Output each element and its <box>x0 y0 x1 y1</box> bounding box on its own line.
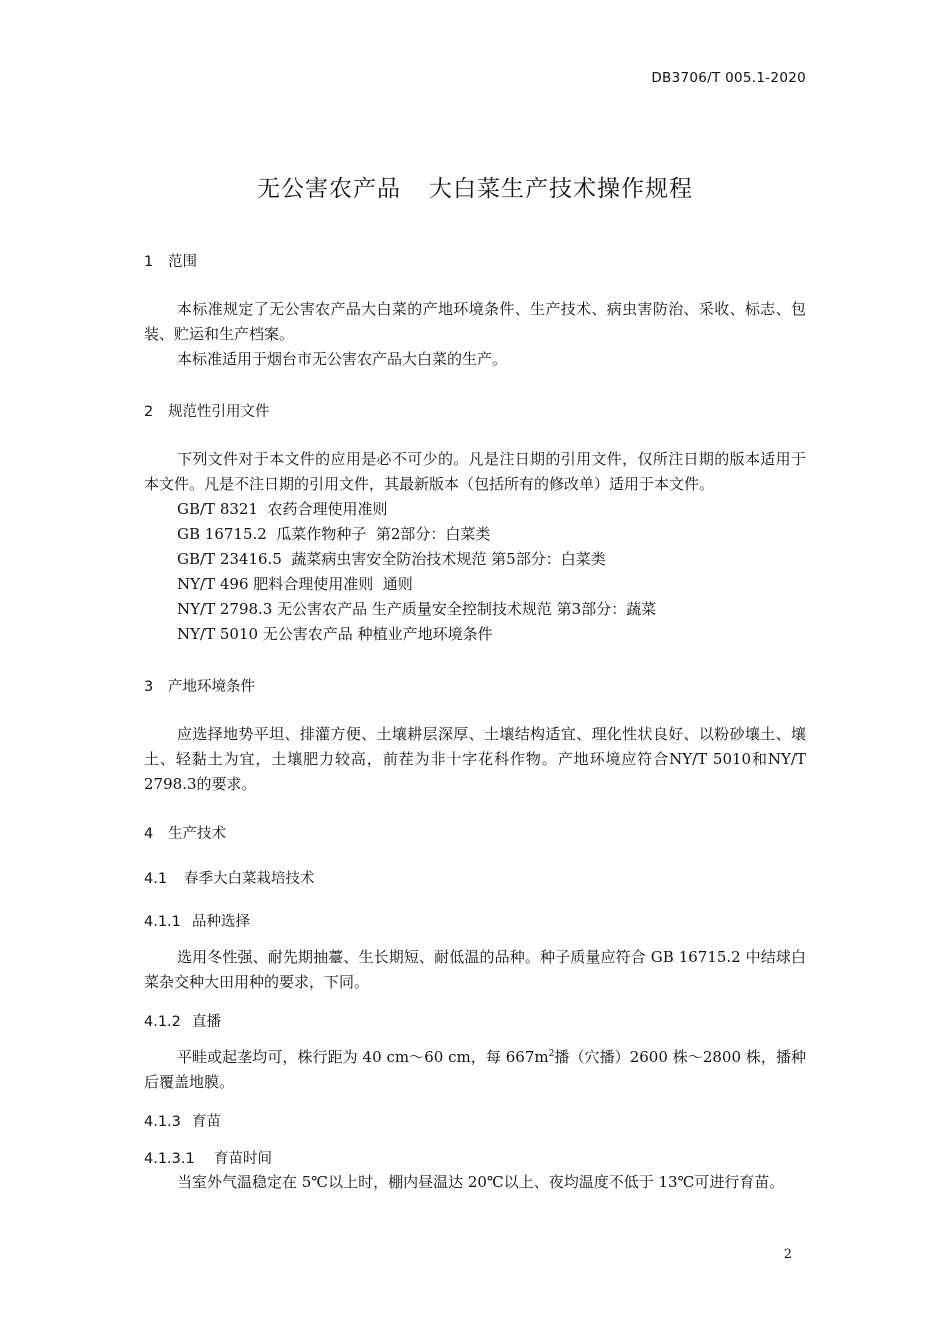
reference-item: NY/T 496 肥料合理使用准则 通则 <box>177 575 413 593</box>
section-title: 直播 <box>192 1014 221 1030</box>
section-number: 2 <box>144 404 154 420</box>
reference-item: GB/T 8321 农药合理使用准则 <box>177 500 388 518</box>
title-part-1: 无公害农产品 <box>257 176 401 202</box>
section-3-heading <box>144 675 255 696</box>
section-4-1-3-1-heading <box>144 1147 272 1168</box>
section-number: 4.1 <box>144 871 168 887</box>
document-code: DB3706/T 005.1-2020 <box>651 70 806 86</box>
section-2-paragraph-1: 下列文件对于本文件的应用是必不可少的。凡是注日期的引用文件，仅所注日期的版本适用于本文件。凡是不注日期的引用文件，其最新版本（包括所有的修改单）适用于本文件。 <box>144 450 806 493</box>
title-part-2: 大白菜生产技术操作规程 <box>429 176 693 202</box>
section-2-heading <box>144 400 270 421</box>
section-title: 育苗时间 <box>214 1151 272 1167</box>
section-1-paragraph-1: 本标准规定了无公害农产品大白菜的产地环境条件、生产技术、病虫害防治、采收、标志、包装、贮运和生产档案。 <box>144 300 806 343</box>
section-4-1-2-heading <box>144 1010 221 1031</box>
section-number: 4.1.1 <box>144 914 181 930</box>
reference-item: NY/T 2798.3 无公害农产品 生产质量安全控制技术规范 第3部分：蔬菜 <box>177 600 657 618</box>
section-4-1-3-1-paragraph: 当室外气温稳定在 5℃以上时，棚内昼温达 20℃以上、夜均温度不低于 13℃可进行育苗。 <box>177 1173 785 1191</box>
section-title: 规范性引用文件 <box>168 404 270 420</box>
section-1-heading <box>144 250 197 271</box>
section-title: 春季大白菜栽培技术 <box>184 871 315 887</box>
section-number: 4.1.3.1 <box>144 1151 195 1167</box>
section-number: 3 <box>144 679 154 695</box>
section-4-1-1-paragraph: 选用冬性强、耐先期抽薹、生长期短、耐低温的品种。种子质量应符合 GB 16715.2 中结球白菜杂交种大田用种的要求，下同。 <box>144 948 806 991</box>
section-number: 1 <box>144 254 154 270</box>
superscript: 2 <box>548 1049 555 1059</box>
reference-item: NY/T 5010 无公害农产品 种植业产地环境条件 <box>177 625 493 643</box>
section-4-heading <box>144 822 226 843</box>
section-1-paragraph-2: 本标准适用于烟台市无公害农产品大白菜的生产。 <box>177 350 508 368</box>
section-title: 育苗 <box>192 1114 221 1130</box>
section-title: 品种选择 <box>192 914 250 930</box>
paragraph-text: 播（穴播）2600 株～2800 株，播种后覆盖地膜。 <box>144 1048 806 1091</box>
section-title: 范围 <box>168 254 197 270</box>
section-4-1-heading <box>144 867 315 888</box>
section-title: 产地环境条件 <box>168 679 255 695</box>
paragraph-text: 平畦或起垄均可，株行距为 40 cm～60 cm，每 667m <box>177 1048 549 1066</box>
reference-item: GB/T 23416.5 蔬菜病虫害安全防治技术规范 第5部分：白菜类 <box>177 550 606 568</box>
section-number: 4 <box>144 826 154 842</box>
page-number: 2 <box>783 1247 792 1262</box>
section-3-paragraph-1: 应选择地势平坦、排灌方便、土壤耕层深厚、土壤结构适宜、理化性状良好、以粉砂壤土、壤土、轻黏土为宜，土壤肥力较高，前茬为非十字花科作物。产地环境应符合NY/T 5010和NY/T 2798.3的要求。 <box>144 725 806 793</box>
section-title: 生产技术 <box>168 826 226 842</box>
document-title <box>0 170 950 203</box>
reference-item: GB 16715.2 瓜菜作物种子 第2部分：白菜类 <box>177 525 491 543</box>
section-4-1-2-paragraph <box>144 1045 806 1095</box>
section-number: 4.1.3 <box>144 1114 181 1130</box>
section-4-1-3-heading <box>144 1110 221 1131</box>
section-4-1-1-heading <box>144 910 250 931</box>
section-number: 4.1.2 <box>144 1014 181 1030</box>
